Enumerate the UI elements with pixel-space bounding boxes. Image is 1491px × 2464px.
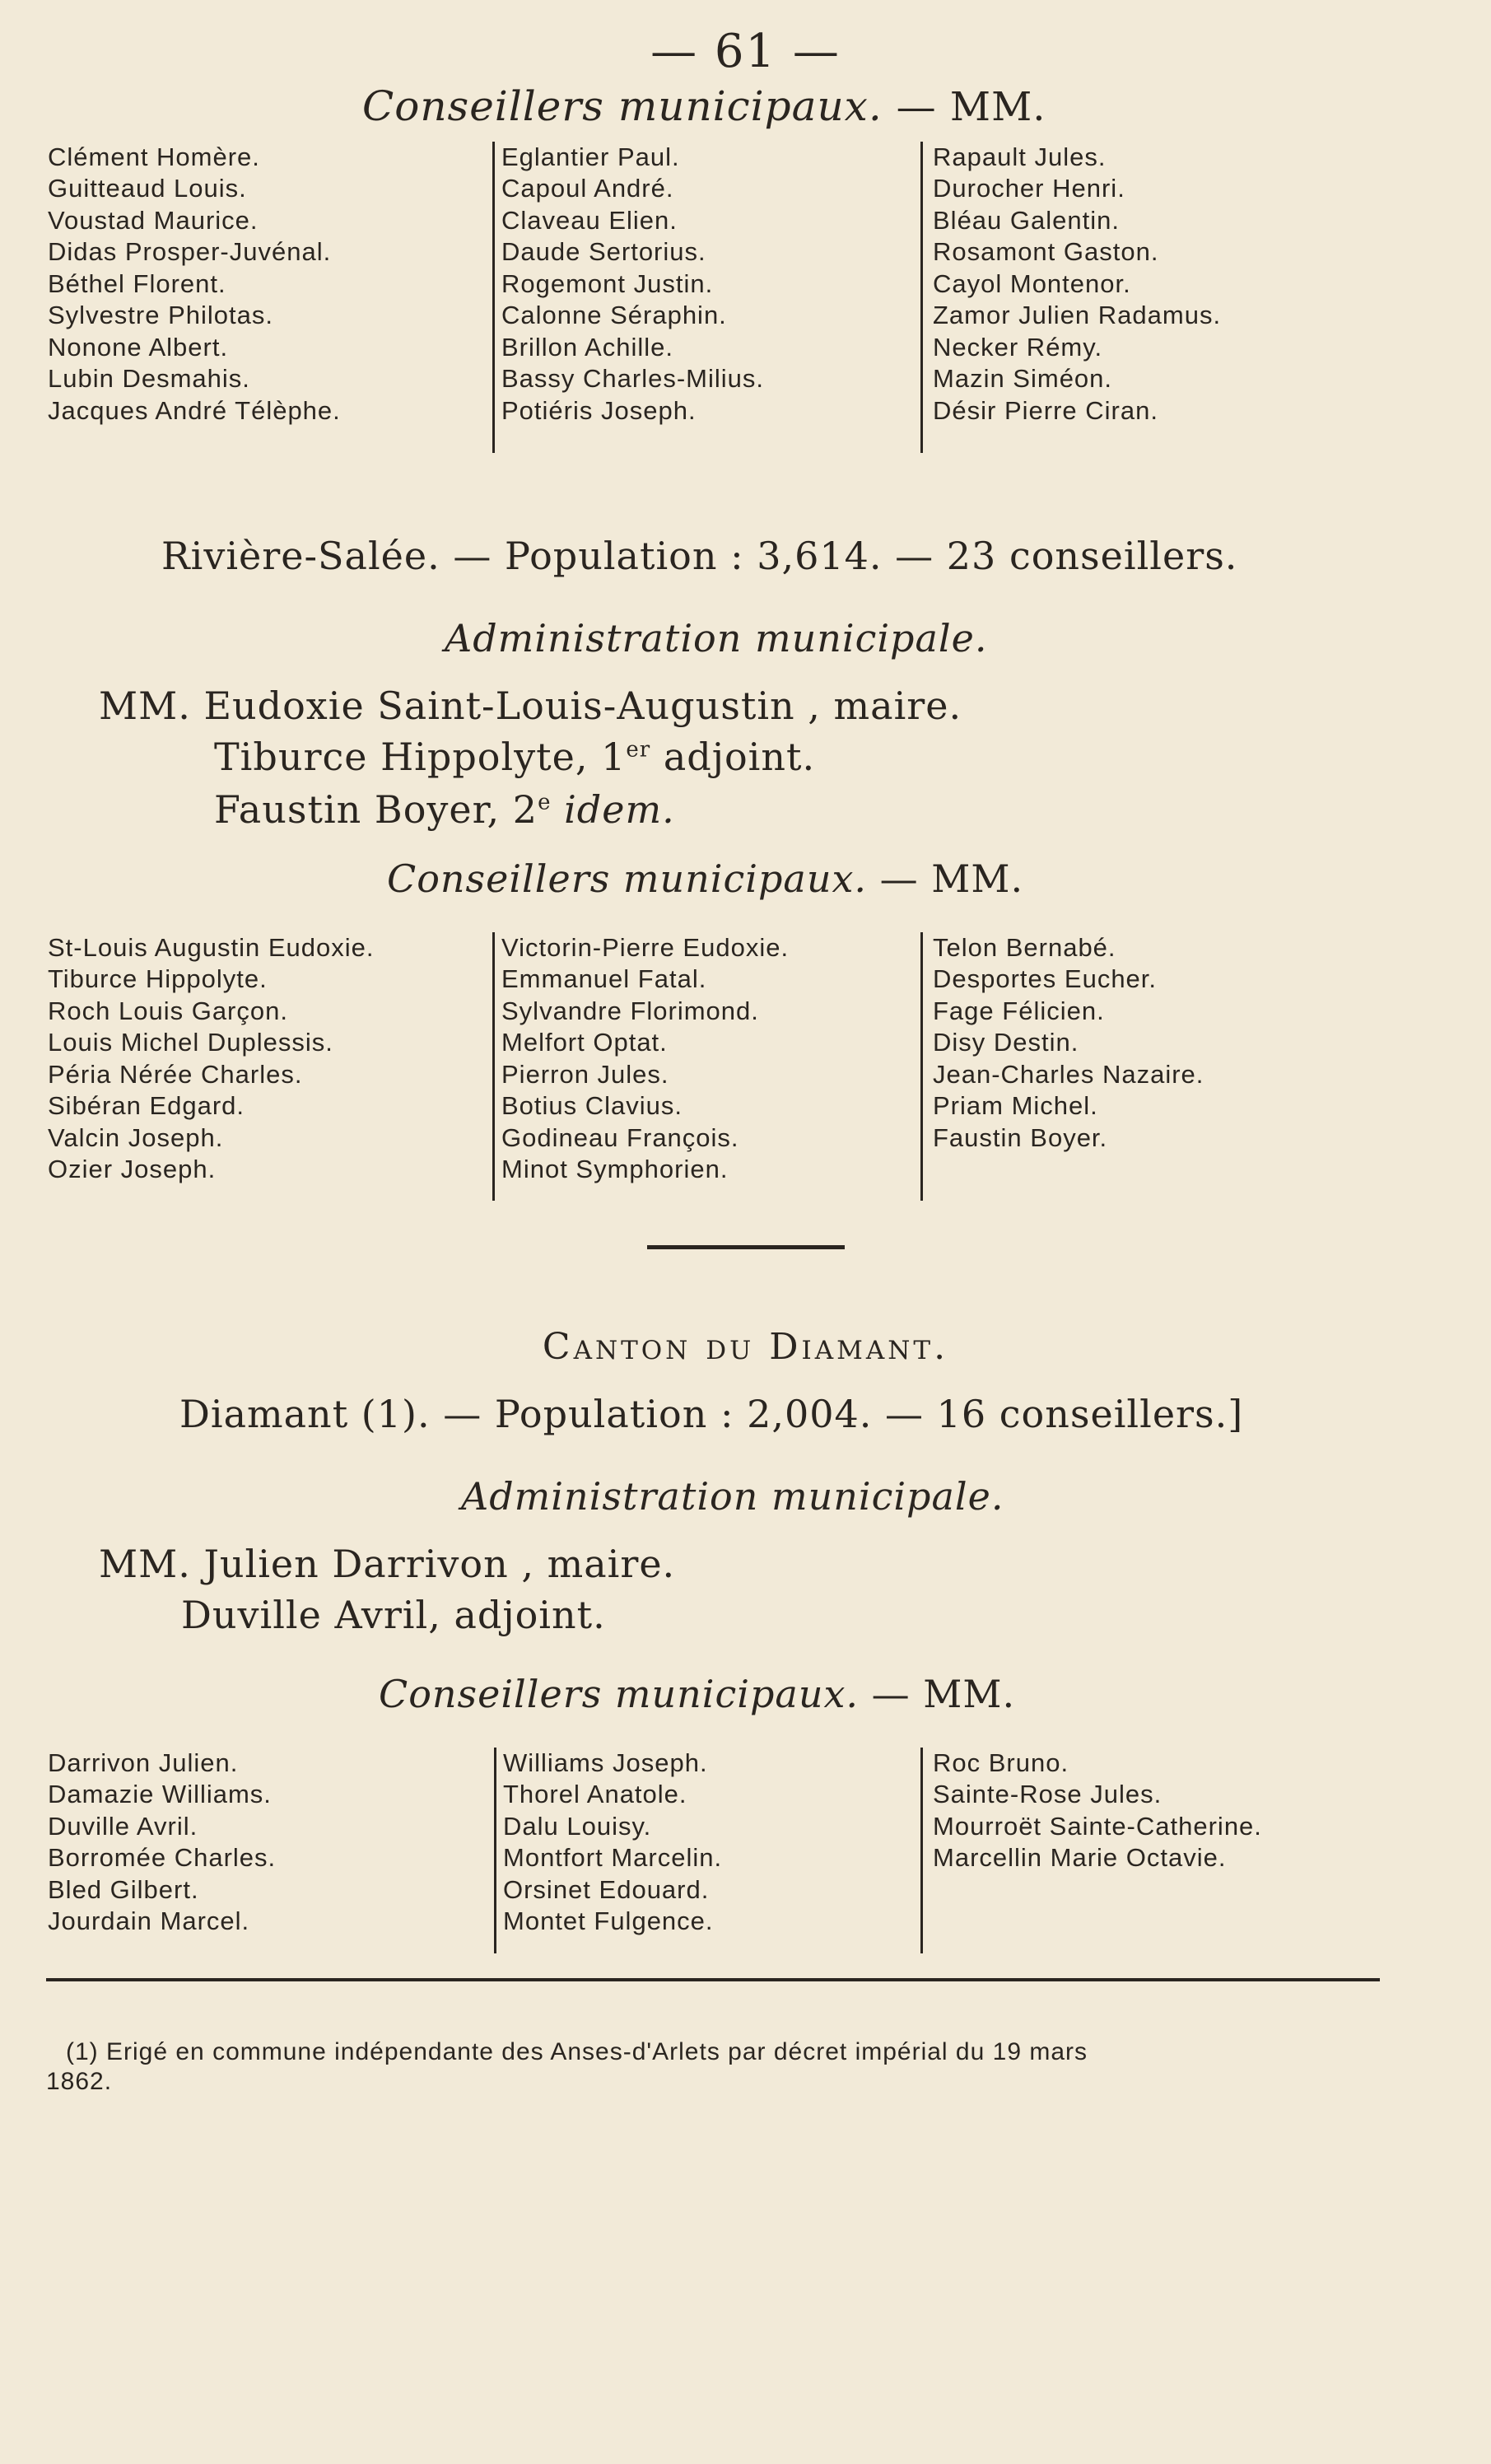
footnote-line-2: 1862.	[46, 2068, 113, 2095]
council-member-name: Capoul André.	[501, 174, 674, 203]
council-member-name: Minot Symphorien.	[501, 1155, 729, 1184]
section2-conseillers-heading	[387, 856, 1023, 901]
council-member-name: Darrivon Julien.	[48, 1748, 239, 1777]
council-member-name: Nonone Albert.	[48, 332, 229, 362]
official-3-post: idem.	[551, 787, 675, 832]
council-member-name: Rosamont Gaston.	[933, 237, 1159, 267]
section2-official-3	[214, 787, 675, 832]
council-member-name: Jean-Charles Nazaire.	[933, 1059, 1204, 1089]
section1-col2	[492, 142, 764, 453]
council-member-name: Godineau François.	[501, 1122, 739, 1152]
council-member-name: Didas Prosper-Juvénal.	[48, 237, 332, 267]
page-number: — 61 —	[650, 25, 841, 78]
section-divider	[647, 1245, 845, 1249]
section3-commune-line: Diamant (1). — Population : 2,004. — 16 conseillers.]	[179, 1392, 1244, 1436]
council-member-name: Telon Bernabé.	[933, 933, 1116, 962]
council-member-name: Necker Rémy.	[933, 332, 1103, 362]
section3-admin-heading: Administration municipale.	[461, 1474, 1004, 1519]
official-2-post: adjoint.	[650, 735, 816, 779]
council-member-name: Calonne Séraphin.	[501, 301, 727, 330]
council-member-name: Thorel Anatole.	[503, 1780, 687, 1809]
section3-official-1: MM. Julien Darrivon , maire.	[99, 1542, 676, 1586]
council-member-name: St-Louis Augustin Eudoxie.	[48, 933, 375, 962]
council-member-name: Daude Sertorius.	[501, 237, 706, 267]
council-member-name: Péria Nérée Charles.	[48, 1059, 303, 1089]
council-member-name: Tiburce Hippolyte.	[48, 964, 268, 994]
council-member-name: Béthel Florent.	[48, 268, 226, 298]
council-member-name: Montet Fulgence.	[503, 1906, 714, 1936]
council-member-name: Lubin Desmahis.	[48, 364, 250, 394]
council-member-name: Dalu Louisy.	[503, 1811, 652, 1841]
section2-col3	[920, 932, 1204, 1201]
council-member-name: Jacques André Télèphe.	[48, 395, 341, 425]
section3-col3	[920, 1748, 1262, 1953]
council-member-name: Montfort Marcelin.	[503, 1843, 723, 1873]
official-2-name: Tiburce Hippolyte, 1	[214, 735, 627, 779]
council-member-name: Victorin-Pierre Eudoxie.	[501, 933, 790, 962]
section1-col3	[920, 142, 1221, 453]
section1-conseillers-suffix: — MM.	[896, 84, 1046, 130]
section2-conseillers-heading-text: Conseillers municipaux.	[387, 856, 868, 901]
section3-conseillers-suffix: — MM.	[871, 1672, 1016, 1716]
section2-col1	[48, 932, 375, 1186]
council-member-name: Valcin Joseph.	[48, 1122, 224, 1152]
council-member-name: Voustad Maurice.	[48, 205, 259, 235]
section3-conseillers-heading	[379, 1672, 1015, 1716]
council-member-name: Damazie Williams.	[48, 1780, 272, 1809]
section2-col2	[492, 932, 789, 1201]
council-member-name: Désir Pierre Ciran.	[933, 395, 1158, 425]
section1-col1	[48, 142, 341, 427]
council-member-name: Clément Homère.	[48, 142, 260, 171]
council-member-name: Bassy Charles-Milius.	[501, 364, 765, 394]
council-member-name: Roc Bruno.	[933, 1748, 1069, 1777]
council-member-name: Botius Clavius.	[501, 1091, 683, 1121]
council-member-name: Ozier Joseph.	[48, 1155, 217, 1184]
canton-title: Canton du Diamant.	[542, 1326, 949, 1368]
council-member-name: Rapault Jules.	[933, 142, 1107, 171]
council-member-name: Duville Avril.	[48, 1811, 198, 1841]
section3-official-2: Duville Avril, adjoint.	[181, 1593, 606, 1637]
council-member-name: Eglantier Paul.	[501, 142, 680, 171]
official-3-name: Faustin Boyer, 2	[214, 787, 538, 832]
council-member-name: Potiéris Joseph.	[501, 395, 697, 425]
council-member-name: Mourroët Sainte-Catherine.	[933, 1811, 1262, 1841]
council-member-name: Zamor Julien Radamus.	[933, 301, 1222, 330]
footnote-line-1: (1) Erigé en commune indépendante des Anses-d'Arlets par décret impérial du 19 mars	[66, 2038, 1088, 2065]
council-member-name: Williams Joseph.	[503, 1748, 708, 1777]
council-member-name: Brillon Achille.	[501, 332, 673, 362]
council-member-name: Sylvestre Philotas.	[48, 301, 273, 330]
council-member-name: Rogemont Justin.	[501, 268, 714, 298]
section1-conseillers-heading-text: Conseillers municipaux.	[362, 82, 883, 130]
council-member-name: Claveau Elien.	[501, 205, 678, 235]
section2-admin-heading: Administration municipale.	[445, 616, 988, 660]
section3-col2	[494, 1748, 722, 1953]
council-member-name: Disy Destin.	[933, 1028, 1079, 1057]
council-member-name: Mazin Siméon.	[933, 364, 1113, 394]
footnote	[46, 2037, 1088, 2097]
council-member-name: Melfort Optat.	[501, 1028, 668, 1057]
council-member-name: Pierron Jules.	[501, 1059, 669, 1089]
council-member-name: Priam Michel.	[933, 1091, 1098, 1121]
section2-commune-line: Rivière-Salée. — Population : 3,614. — 23 conseillers.	[161, 534, 1238, 578]
council-member-name: Cayol Montenor.	[933, 268, 1131, 298]
council-member-name: Borromée Charles.	[48, 1843, 277, 1873]
council-member-name: Louis Michel Duplessis.	[48, 1028, 333, 1057]
council-member-name: Fage Félicien.	[933, 996, 1105, 1025]
section2-official-2	[214, 735, 815, 779]
council-member-name: Sylvandre Florimond.	[501, 996, 759, 1025]
council-member-name: Guitteaud Louis.	[48, 174, 247, 203]
council-member-name: Marcellin Marie Octavie.	[933, 1843, 1227, 1873]
council-member-name: Sainte-Rose Jules.	[933, 1780, 1163, 1809]
official-3-sup: e	[538, 790, 552, 815]
footnote-rule	[46, 1978, 1380, 1981]
council-member-name: Bled Gilbert.	[48, 1874, 199, 1904]
council-member-name: Orsinet Edouard.	[503, 1874, 710, 1904]
council-member-name: Emmanuel Fatal.	[501, 964, 707, 994]
council-member-name: Sibéran Edgard.	[48, 1091, 245, 1121]
section1-conseillers-heading	[362, 82, 1046, 130]
council-member-name: Desportes Eucher.	[933, 964, 1158, 994]
council-member-name: Faustin Boyer.	[933, 1122, 1108, 1152]
council-member-name: Bléau Galentin.	[933, 205, 1120, 235]
official-2-sup: er	[626, 737, 651, 763]
section2-conseillers-suffix: — MM.	[879, 856, 1024, 901]
council-member-name: Roch Louis Garçon.	[48, 996, 288, 1025]
council-member-name: Durocher Henri.	[933, 174, 1125, 203]
council-member-name: Jourdain Marcel.	[48, 1906, 250, 1936]
section3-conseillers-heading-text: Conseillers municipaux.	[379, 1672, 860, 1716]
section2-official-1: MM. Eudoxie Saint-Louis-Augustin , maire.	[99, 684, 962, 728]
section3-col1	[48, 1748, 276, 1938]
